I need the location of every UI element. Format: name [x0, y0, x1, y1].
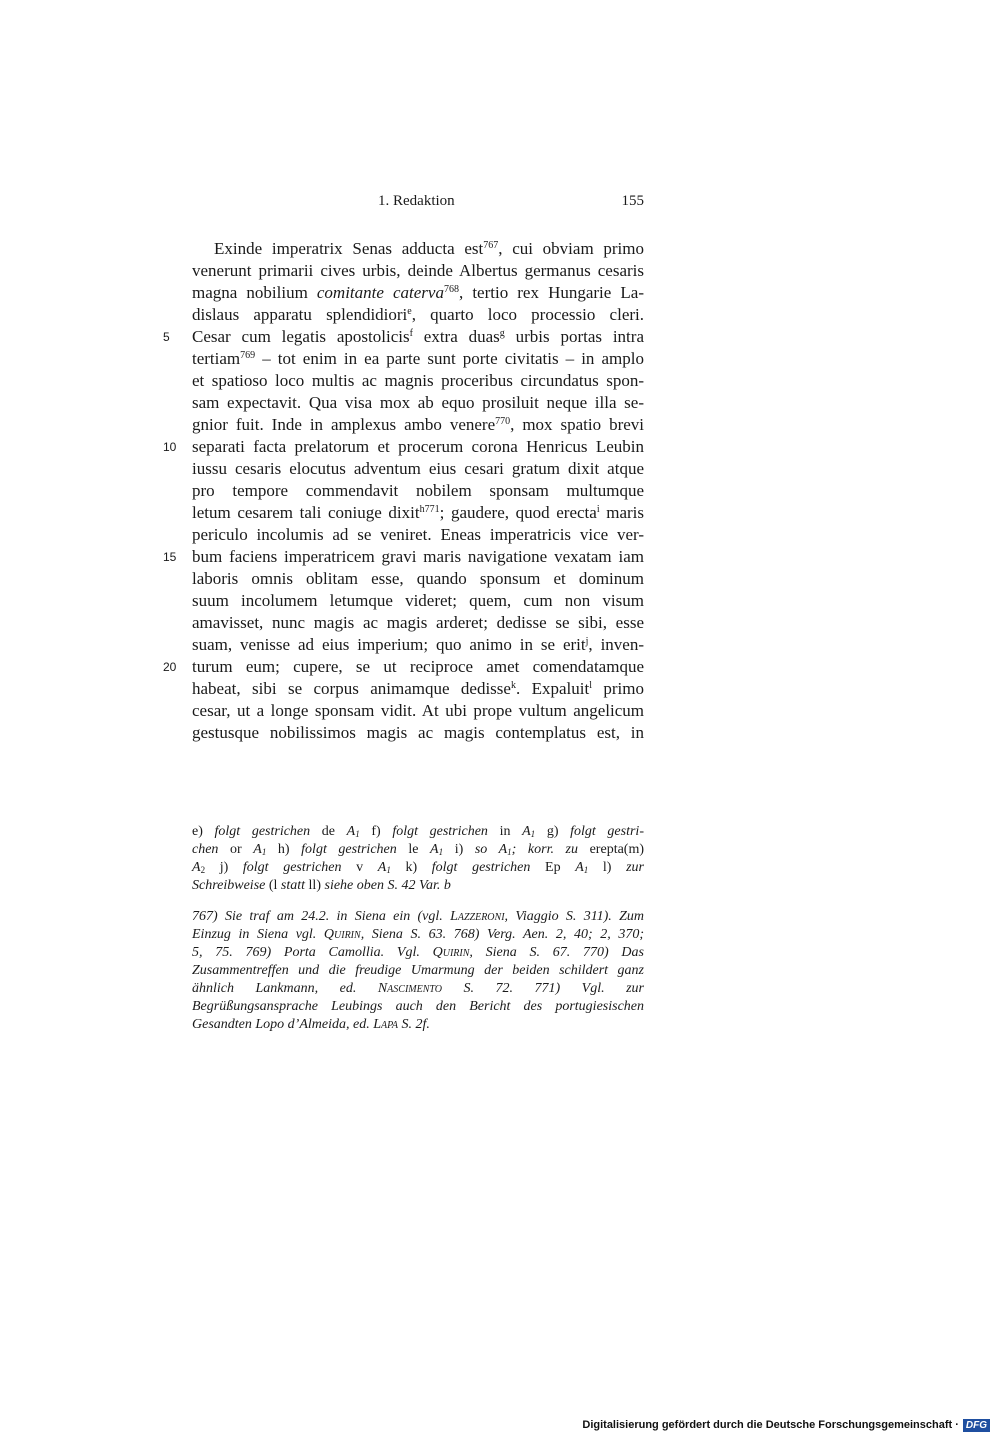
- apparatus-line: e) folgt gestrichen de $A_1$ f) folgt gestrichen in $A_1$ g) folgt gestri-: [192, 824, 644, 839]
- dfg-logo: DFG: [963, 1419, 990, 1432]
- critical-apparatus: [192, 823, 644, 895]
- text-line: 10 separati facta prelatorum et procerum corona Henricus Leubin: [163, 437, 644, 456]
- text-line: cesar, ut a longe sponsam vidit. At ubi prope vultum angelicum: [192, 701, 644, 720]
- text-line: 20 turum eum; cupere, se ut reciproce amet comendatamque: [163, 657, 644, 676]
- footnote-line: 5, 75. 769) Porta Camollia. Vgl. Quirin, Siena S. 67. 770) Das: [192, 945, 644, 960]
- running-header: [192, 193, 644, 215]
- digitization-credit: [582, 1418, 990, 1432]
- text-line: Exinde imperatrix Senas adducta est$^{767}$, cui obviam primo: [214, 239, 644, 258]
- footnote-line: Einzug in Siena vgl. Quirin, Siena S. 63. 768) Verg. Aen. 2, 40; 2, 370;: [192, 927, 644, 942]
- text-line: letum cesarem tali coniuge dixit$^{h771}$; gaudere, quod erecta$^i$ maris: [192, 503, 644, 522]
- line-number: 10: [163, 440, 177, 454]
- text-line: suam, venisse ad eius imperium; quo animo in se erit$^j$, inven-: [192, 635, 644, 654]
- text-line: suum incolumem letumque videret; quem, cum non visum: [192, 591, 644, 610]
- text-line: 5 Cesar cum legatis apostolicis$^f$ extra duas$^g$ urbis portas intra: [163, 327, 644, 346]
- running-title: 1. Redaktion: [378, 193, 455, 209]
- text-line: habeat, sibi se corpus animamque dedisse$^k$. Expaluit$^l$ primo: [192, 679, 644, 698]
- credit-text: Digitalisierung gefördert durch die Deutsche Forschungsgemeinschaft ·: [582, 1419, 959, 1431]
- text-line: gnior fuit. Inde in amplexus ambo venere$^{770}$, mox spatio brevi: [192, 415, 644, 434]
- footnote-line: 767) Sie traf am 24.2. in Siena ein (vgl. Lazzeroni, Viaggio S. 311). Zum: [192, 909, 644, 924]
- apparatus-line: Schreibweise (l statt ll) siehe oben S. 42 Var. b: [192, 878, 451, 893]
- apparatus-line: $A_2$ j) folgt gestrichen v $A_1$ k) folgt gestrichen Ep $A_1$ l) zur: [192, 860, 645, 875]
- text-line: laboris omnis oblitam esse, quando sponsum et dominum: [192, 569, 644, 588]
- text-line: amavisset, nunc magis ac magis arderet; dedisse se sibi, esse: [192, 613, 644, 632]
- footnote-line: Gesandten Lopo d’Almeida, ed. Lapa S. 2f.: [192, 1017, 430, 1032]
- footnote-line: Zusammentreffen und die freudige Umarmung der beiden schildert ganz: [192, 963, 644, 978]
- text-line: et spatioso loco multis ac magnis proceribus circundatus spon-: [192, 371, 644, 390]
- text-line: 15 bum faciens imperatricem gravi maris navigatione vexatam iam: [163, 547, 644, 566]
- text-line: gestusque nobilissimos magis ac magis contemplatus est, in: [192, 723, 644, 742]
- footnote-line: Begrüßungsansprache Leubings auch den Bericht des portugiesischen: [192, 999, 644, 1014]
- apparatus-line: chen or $A_1$ h) folgt gestrichen le $A_1$ i) so $A_1$; korr. zu erepta(m): [192, 842, 645, 857]
- text-line: tertiam$^{769}$ – tot enim in ea parte sunt porte civitatis – in amplo: [192, 349, 644, 368]
- line-number: 5: [163, 330, 170, 344]
- text-line: dislaus apparatu splendidiori$^e$, quarto loco processio cleri.: [192, 305, 644, 324]
- page-number: 155: [621, 193, 644, 209]
- text-line: venerunt primarii cives urbis, deinde Albertus germanus cesaris: [192, 261, 644, 280]
- text-line: iussu cesaris elocutus adventum eius cesari gratum dixit atque: [192, 459, 644, 478]
- main-text: [163, 238, 644, 744]
- text-line: sam expectavit. Qua visa mox ab equo prosiluit neque illa se-: [192, 393, 644, 412]
- footnotes: [192, 908, 644, 1034]
- text-line: periculo incolumis ad se veniret. Eneas imperatricis vice ver-: [192, 525, 644, 544]
- line-number: 20: [163, 660, 177, 674]
- footnote-line: ähnlich Lankmann, ed. Nascimento S. 72. 771) Vgl. zur: [192, 981, 644, 996]
- text-line: magna nobilium comitante caterva$^{768}$, tertio rex Hungarie La-: [192, 283, 644, 302]
- line-number: 15: [163, 550, 177, 564]
- text-line: pro tempore commendavit nobilem sponsam multumque: [192, 481, 644, 500]
